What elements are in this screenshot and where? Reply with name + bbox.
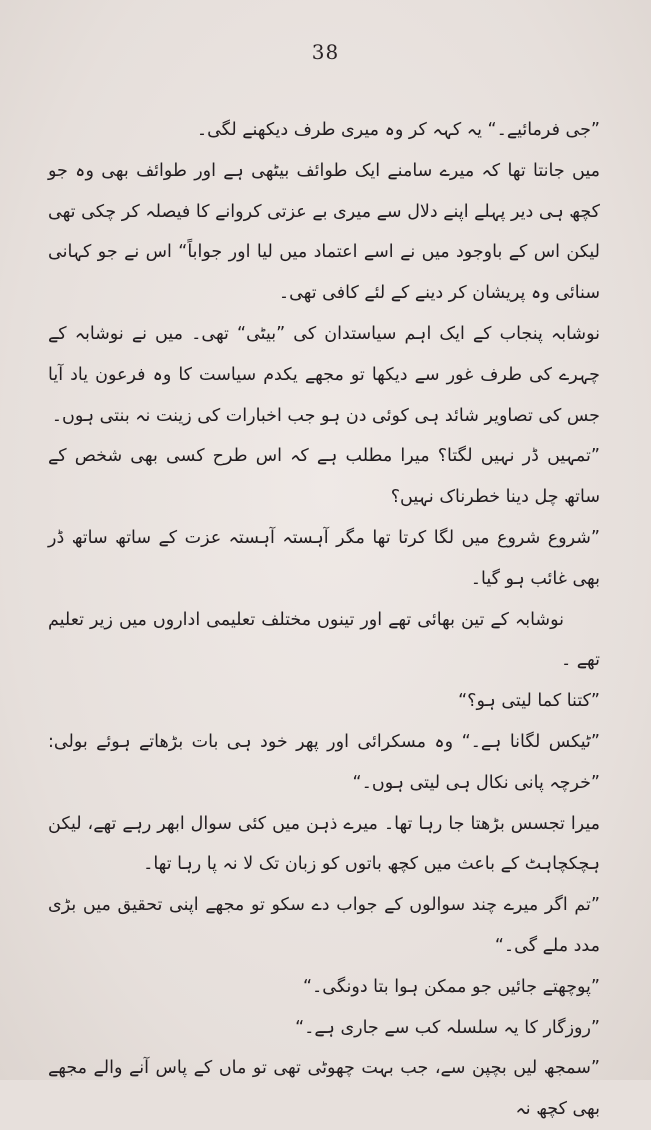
paragraph-12: ”روزگار کا یہ سلسلہ کب سے جاری ہے۔“ <box>295 1017 600 1038</box>
paragraph-2: میں جانتا تھا کہ میرے سامنے ایک طوائف بیٹھی ہے اور طوائف بھی وہ جو کچھ ہی دیر پہلے اپنے دلال سے میری بے عزتی کروانے کا فیصلہ کر چکی تھی لیکن اس کے باوجود میں نے اسے اعتماد میں لیا اور جواباً“ اس نے جو کہانی سنائی وہ پریشان کر دینے کے لئے کافی تھی۔ <box>48 160 600 304</box>
page-body-text <box>48 110 600 1120</box>
paragraph-9: میرا تجسس بڑھتا جا رہا تھا۔ میرے ذہن میں کئی سوال ابھر رہے تھے، لیکن ہچکچاہٹ کے باعث میں کچھ باتوں کو زبان تک لا نہ پا رہا تھا۔ <box>48 813 600 875</box>
paragraph-10: ”تم اگر میرے چند سوالوں کے جواب دے سکو تو مجھے اپنی تحقیق میں بڑی مدد ملے گی۔“ <box>48 895 600 956</box>
paragraph-1: ”جی فرمائیے۔“ یہ کہہ کر وہ میری طرف دیکھنے لگی۔ <box>196 120 600 140</box>
paragraph-6: نوشابہ کے تین بھائی تھے اور تینوں مختلف تعلیمی اداروں میں زیر تعلیم تھے ۔ <box>48 609 600 671</box>
page-number: 38 <box>311 40 340 64</box>
paragraph-5: ”شروع شروع میں لگا کرتا تھا مگر آہستہ آہستہ عزت کے ساتھ ساتھ ڈر بھی غائب ہو گیا۔ <box>48 527 600 589</box>
paragraph-11: ”پوچھتے جائیں جو ممکن ہوا بتا دونگی۔“ <box>302 976 600 997</box>
paragraph-8: ”ٹیکس لگانا ہے۔“ وہ مسکرائی اور پھر خود ہی بات بڑھاتے ہوئے بولی: ”خرچہ پانی نکال ہی لیتی ہوں۔“ <box>48 731 600 793</box>
paragraph-4: ”تمہیں ڈر نہیں لگتا؟ میرا مطلب ہے کہ اس طرح کسی بھی شخص کے ساتھ چل دینا خطرناک نہیں؟ <box>48 446 600 508</box>
paragraph-3: نوشابہ پنجاب کے ایک اہم سیاستدان کی ”بیٹی“ تھی۔ میں نے نوشابہ کے چہرے کی طرف غور سے دیکھا تو مجھے یکدم سیاست کا وہ فرعون یاد آیا جس کی تصاویر شائد ہی کوئی دن ہو جب اخبارات کی زینت نہ بنتی ہوں۔ <box>48 323 600 426</box>
paragraph-7: ”کتنا کما لیتی ہو؟“ <box>458 691 600 712</box>
paragraph-13: ”سمجھ لیں بچپن سے، جب بہت چھوٹی تھی تو ماں کے پاس آنے والے مجھے بھی کچھ نہ <box>48 1058 600 1120</box>
